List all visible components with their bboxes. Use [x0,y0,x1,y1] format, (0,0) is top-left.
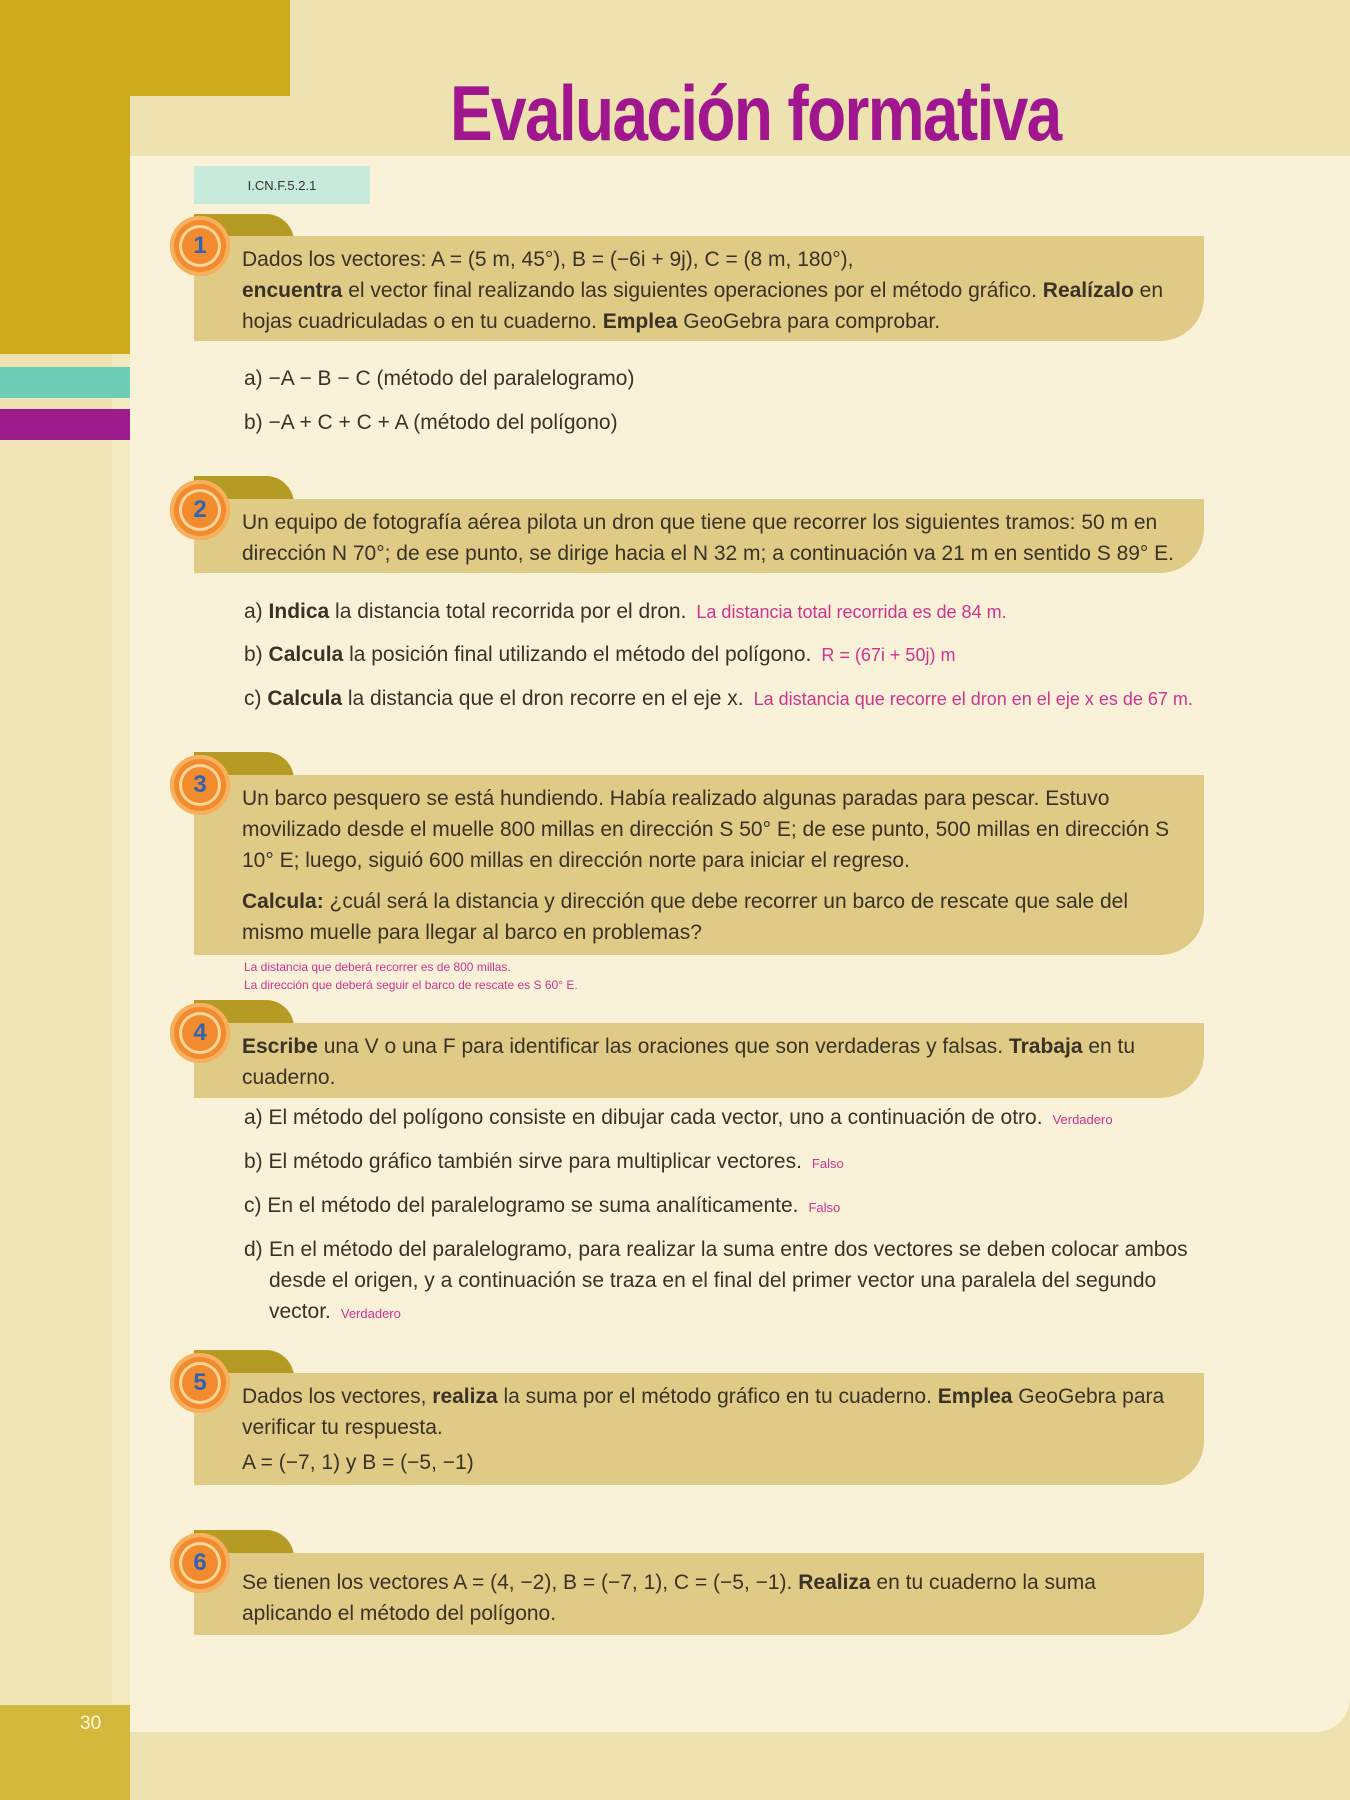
q4-text1: una V o una F para identificar las oraciones que son verdaderas y falsas. [317,1035,1009,1058]
q5-number: 5 [193,1369,207,1396]
q3-box [194,775,1204,955]
q4-a-text: El método del polígono consiste en dibujar cada vector, uno a continuación de otro. [268,1106,1043,1129]
q2-a-answer: La distancia total recorrida es de 84 m. [696,602,1007,622]
q4-c-text: En el método del paralelogramo se suma analíticamente. [267,1194,799,1217]
teal-stripe [0,367,130,398]
q1-verb-encuentra: encuentra [242,279,343,302]
q4-statement [242,1031,1190,1093]
q3-number: 3 [193,771,207,798]
q4-b-text: El método gráfico también sirve para multiplicar vectores. [268,1150,802,1173]
q2-b-text: la posición final utilizando el método del polígono. [343,643,812,666]
magenta-stripe [0,409,130,440]
q2-item-a [244,596,1254,628]
q1-text3: GeoGebra para comprobar. [677,310,941,333]
q4-d-text: En el método del paralelogramo, para realizar la suma entre dos vectores se deben colocar ambos desde el origen, y a continuación se traza en el final del primer vector una paralela del segundo vector. [269,1238,1188,1323]
q3-number-badge [170,755,230,815]
q1-text1: el vector final realizando las siguientes operaciones por el método gráfico. [342,279,1043,302]
q1-item-a: a) −A − B − C (método del paralelogramo) [244,367,635,390]
q2-c-label: c) [244,687,262,710]
q4-a-label: a) [244,1106,263,1129]
left-margin-band [0,440,112,1705]
q2-c-text: la distancia que el dron recorre en el eje x. [342,687,744,710]
q6-box [194,1553,1204,1635]
q2-c-answer: La distancia que recorre el dron en el eje x es de 67 m. [753,689,1193,709]
q5-vectors: A = (−7, 1) y B = (−5, −1) [242,1451,474,1474]
q4-item-d [244,1234,1204,1329]
q2-box [194,499,1204,573]
q5-verb-realiza: realiza [432,1385,498,1408]
indicator-badge: I.CN.F.5.2.1 [194,166,370,204]
q2-c-verb: Calcula [267,687,343,710]
q4-d-answer: Verdadero [340,1306,401,1321]
q4-item-a [244,1102,1254,1135]
q1-prefix: Dados los vectores: [242,248,432,271]
q3-statement: Un barco pesquero se está hundiendo. Había realizado algunas paradas para pescar. Estuvo movilizado desde el muelle 800 millas en dirección S 50° E; de ese punto, 500 millas en dirección S 10° E; luego, siguió 600 millas en dirección norte para iniciar el regreso. [242,787,1170,872]
q5-text1: Dados los vectores, [242,1385,433,1408]
q6-number: 6 [193,1549,207,1576]
q4-item-b [244,1146,1254,1179]
page-title: Evaluación formativa [450,69,1061,157]
q4-item-c [244,1190,1254,1223]
q1-box [194,236,1204,341]
q4-d-label: d) [244,1238,263,1261]
q5-text3: GeoGebra para verificar tu respuesta. [242,1385,1165,1439]
q3-verb: Calcula: [242,890,324,913]
q4-number: 4 [193,1019,207,1046]
q4-a-answer: Verdadero [1052,1112,1113,1127]
q4-verb-escribe: Escribe [242,1035,318,1058]
q5-box [194,1373,1204,1485]
q1-vector-c: C = (8 m, 180°), [704,248,854,271]
q1-vector-a: A = (5 m, 45°), [431,248,572,271]
q4-b-answer: Falso [811,1156,844,1171]
q2-b-answer: R = (67i + 50j) m [821,645,956,665]
q2-a-verb: Indica [268,600,330,623]
q1-statement [242,244,1190,337]
q3-question [242,886,1190,948]
q2-a-text: la distancia total recorrida por el dron. [329,600,687,623]
q6-text2: en tu cuaderno la suma aplicando el método del polígono. [242,1571,1096,1625]
q4-text2: en tu cuaderno. [242,1035,1136,1089]
q4-b-label: b) [244,1150,263,1173]
q2-b-label: b) [244,643,263,666]
q6-text1: Se tienen los vectores A = (4, −2), B = (−7, 1), C = (−5, −1). [242,1571,799,1594]
q3-answer-distance: La distancia que deberá recorrer es de 800 millas. [244,960,511,974]
q6-verb-realiza: Realiza [798,1571,871,1594]
q2-number: 2 [193,496,207,523]
q1-item-b: b) −A + C + C + A (método del polígono) [244,411,618,434]
corner-decoration [0,0,290,96]
q2-item-c [244,683,1254,715]
q3-answer-direction: La dirección que deberá seguir el barco de rescate es S 60° E. [244,978,578,992]
q4-box [194,1023,1204,1098]
q2-item-b [244,639,1254,671]
q2-statement: Un equipo de fotografía aérea pilota un dron que tiene que recorrer los siguientes tramos: 50 m en dirección N 70°; de ese punto, se dirige hacia el N 32 m; a continuación va 21 m en sentido S 89° E. [242,511,1175,565]
q1-verb-realizalo: Realízalo [1042,279,1134,302]
q4-d-body [269,1234,1204,1329]
q6-statement [242,1567,1190,1629]
q4-verb-trabaja: Trabaja [1008,1035,1083,1058]
page-number: 30 [80,1713,102,1734]
q1-number: 1 [193,232,207,259]
q3-question-text: ¿cuál será la distancia y dirección que debe recorrer un barco de rescate que sale del mismo muelle para llegar al barco en problemas? [242,890,1128,944]
q1-number-badge [170,216,230,276]
side-decoration [0,96,130,354]
q5-statement [242,1381,1190,1443]
q1-verb-emplea: Emplea [602,310,678,333]
q6-number-badge [170,1533,230,1593]
q5-text2: la suma por el método gráfico en tu cuaderno. [497,1385,938,1408]
q1-vector-b: B = (−6i + 9j), [571,248,705,271]
q4-c-label: c) [244,1194,262,1217]
q4-c-answer: Falso [808,1200,841,1215]
q5-verb-emplea: Emplea [937,1385,1013,1408]
q1-text2: en hojas cuadriculadas o en tu cuaderno. [242,279,1164,333]
q2-number-badge [170,480,230,540]
q2-b-verb: Calcula [268,643,344,666]
q5-number-badge [170,1353,230,1413]
q4-number-badge [170,1003,230,1063]
q2-a-label: a) [244,600,263,623]
